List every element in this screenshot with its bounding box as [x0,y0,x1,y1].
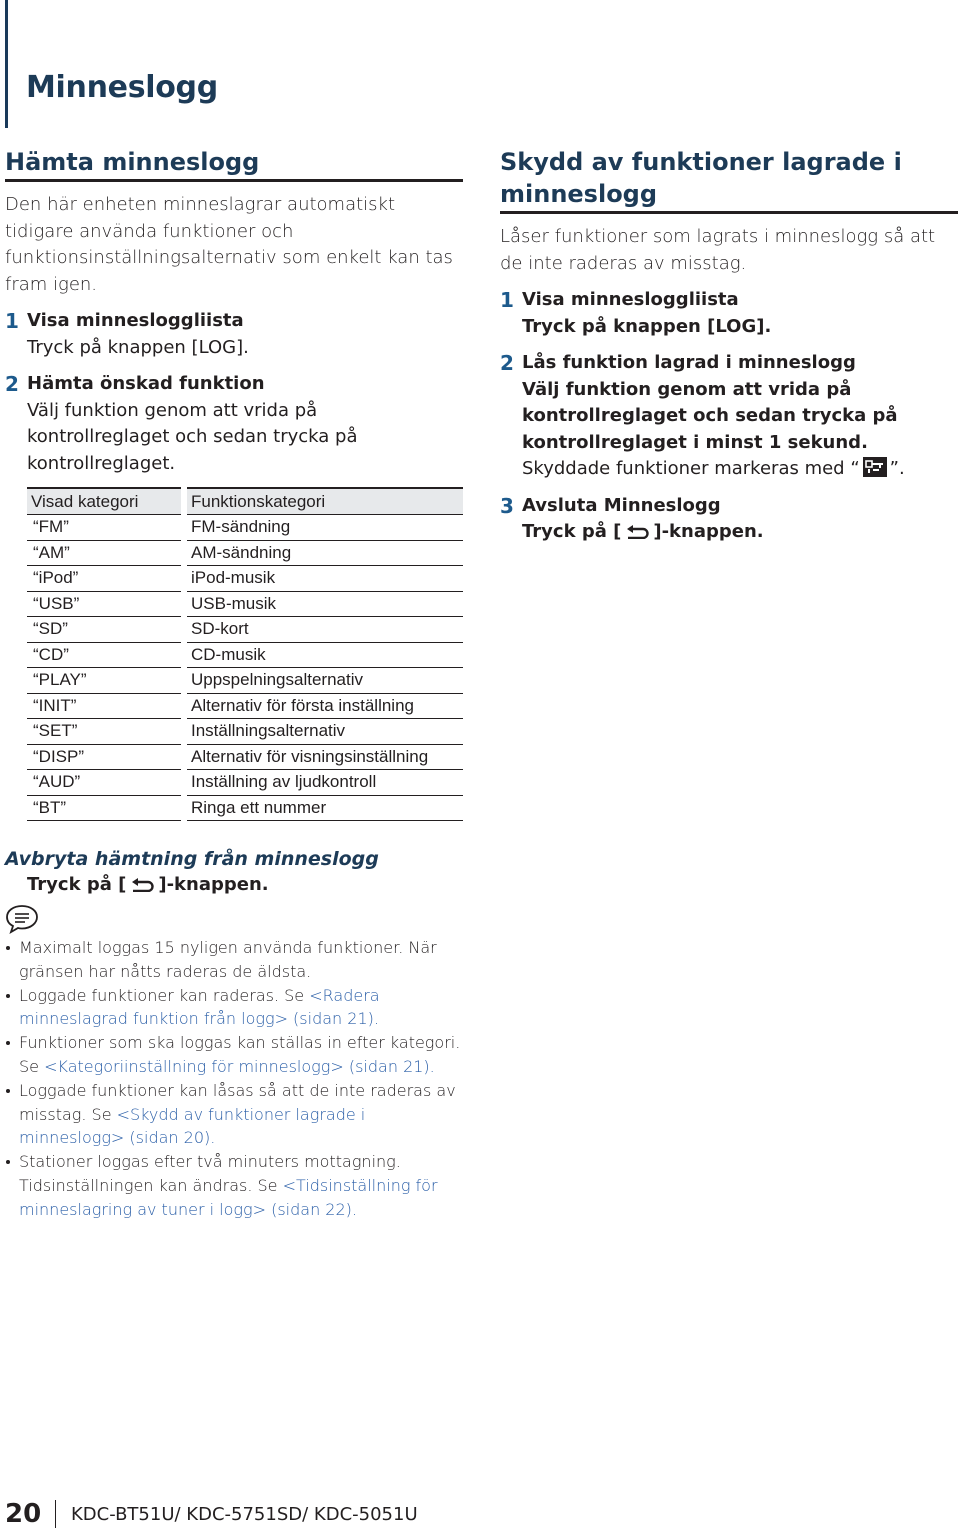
note-link[interactable]: <Radera minneslagrad funktion från logg> (sidan 21). [19,985,380,1029]
protect-step-1 [500,287,958,340]
note-link[interactable]: <Tidsinställning för minneslagring av tuner i logg> (sidan 22). [19,1175,438,1219]
step-number: 2 [500,351,514,375]
category-cell: “iPod” [27,566,181,592]
function-cell: Alternativ för visningsinställning [187,745,463,771]
footer-divider [55,1500,56,1528]
function-cell: Inställning av ljudkontroll [187,770,463,796]
step-instruction: Välj funktion genom att vrida på kontrollreglaget och sedan trycka på kontrollreglaget. [27,399,358,474]
page-number: 20 [5,1499,42,1529]
category-cell: “SET” [27,719,181,745]
step-instruction: Välj funktion genom att vrida på kontrollreglaget och sedan trycka på kontrollreglaget i minst 1 sekund. [522,378,898,453]
section-heading-protect: Skydd av funktioner lagrade i minneslogg [500,146,958,214]
left-column [5,146,463,821]
step-title: Lås funktion lagrad i minneslogg [522,352,856,373]
function-cell: Inställningsalternativ [187,719,463,745]
category-cell: “AUD” [27,770,181,796]
category-cell: “CD” [27,643,181,669]
function-cell: Ringa ett nummer [187,796,463,822]
step-number: 2 [5,372,19,396]
protect-intro: Låser funktioner som lagrats i minneslogg så att de inte raderas av misstag. [500,226,936,274]
note-item: Loggade funktioner kan låsas så att de inte raderas av misstag. Se <Skydd av funktioner lagrade i minneslogg> (sidan 20). [5,1079,465,1150]
category-cell: “USB” [27,592,181,618]
table-row [27,515,463,541]
notes-list [5,936,465,1222]
right-column [500,146,958,548]
category-cell: “DISP” [27,745,181,771]
function-cell: Uppspelningsalternativ [187,668,463,694]
table-row [27,566,463,592]
category-cell: “BT” [27,796,181,822]
category-cell: “PLAY” [27,668,181,694]
function-cell: USB-musik [187,592,463,618]
table-row [27,694,463,720]
table-row [27,643,463,669]
page-title: Minneslogg [26,70,218,105]
note-link[interactable]: <Kategoriinställning för minneslogg> (sidan 21). [44,1056,435,1076]
retrieve-step-1 [5,308,463,361]
model-names: KDC-BT51U/ KDC-5751SD/ KDC-5051U [71,1504,418,1525]
cancel-block [5,846,465,900]
cancel-instruction: Tryck på [ ]-knappen. [5,872,465,900]
marker-note-after: ”. [889,458,905,479]
category-cell: “FM” [27,515,181,541]
step-title: Avsluta Minneslogg [522,494,721,516]
category-cell: “AM” [27,541,181,567]
step-instruction: Tryck på knappen [LOG]. [522,315,772,337]
return-arrow-icon [624,521,650,548]
retrieve-intro: Den här enheten minneslagrar automatiskt tidigare använda funktioner och funktionsinställningsalternativ som enkelt kan tas fram igen. [5,194,453,295]
column-header-displayed-category: Visad kategori [27,487,181,515]
function-cell: Alternativ för första inställning [187,694,463,720]
protect-step-2 [500,350,958,483]
table-row [27,745,463,771]
table-row [27,770,463,796]
function-cell: iPod-musik [187,566,463,592]
function-cell: SD-kort [187,617,463,643]
cancel-heading: Avbryta hämtning från minneslogg [5,848,379,870]
category-table [27,487,463,821]
table-row [27,668,463,694]
step-title: Visa minnesloggliista [27,310,244,331]
table-row [27,719,463,745]
function-cell: AM-sändning [187,541,463,567]
note-link[interactable]: <Skydd av funktioner lagrade i minneslogg> (sidan 20). [19,1104,366,1148]
function-cell: FM-sändning [187,515,463,541]
key-lock-icon [863,457,887,477]
speech-bubble-note-icon [5,904,39,938]
table-row [27,796,463,822]
retrieve-step-2 [5,371,463,477]
marker-note-before: Skyddade funktioner markeras med “ [522,458,860,479]
table-header-row [27,487,463,515]
function-cell: CD-musik [187,643,463,669]
table-row [27,617,463,643]
step-number: 1 [5,309,19,333]
section-heading-retrieve: Hämta minneslogg [5,146,463,182]
category-cell: “INIT” [27,694,181,720]
protect-step-3 [500,493,958,548]
step-title: Hämta önskad funktion [27,373,265,394]
protect-marker-note [522,456,958,483]
step-instruction: Tryck på [ ]-knappen. [522,519,958,548]
step-number: 1 [500,288,514,312]
category-cell: “SD” [27,617,181,643]
return-arrow-icon [129,874,155,900]
step-instruction: Tryck på knappen [LOG]. [27,336,249,358]
step-title: Visa minnesloggliista [522,289,739,310]
page-edge-bar [5,0,8,128]
note-item: Maximalt loggas 15 nyligen använda funktioner. När gränsen har nåtts raderas de äldsta. [5,936,465,984]
table-row [27,592,463,618]
step-number: 3 [500,493,514,518]
note-item: Loggade funktioner kan raderas. Se <Radera minneslagrad funktion från logg> (sidan 21). [5,984,465,1032]
note-item: Funktioner som ska loggas kan ställas in efter kategori. Se <Kategoriinställning för minneslogg> (sidan 21). [5,1031,465,1079]
column-header-function-category: Funktionskategori [187,487,463,515]
note-item: Stationer loggas efter två minuters mottagning. Tidsinställningen kan ändras. Se <Tidsinställning för minneslagring av tuner i logg> (sidan 22). [5,1150,465,1221]
table-row [27,541,463,567]
